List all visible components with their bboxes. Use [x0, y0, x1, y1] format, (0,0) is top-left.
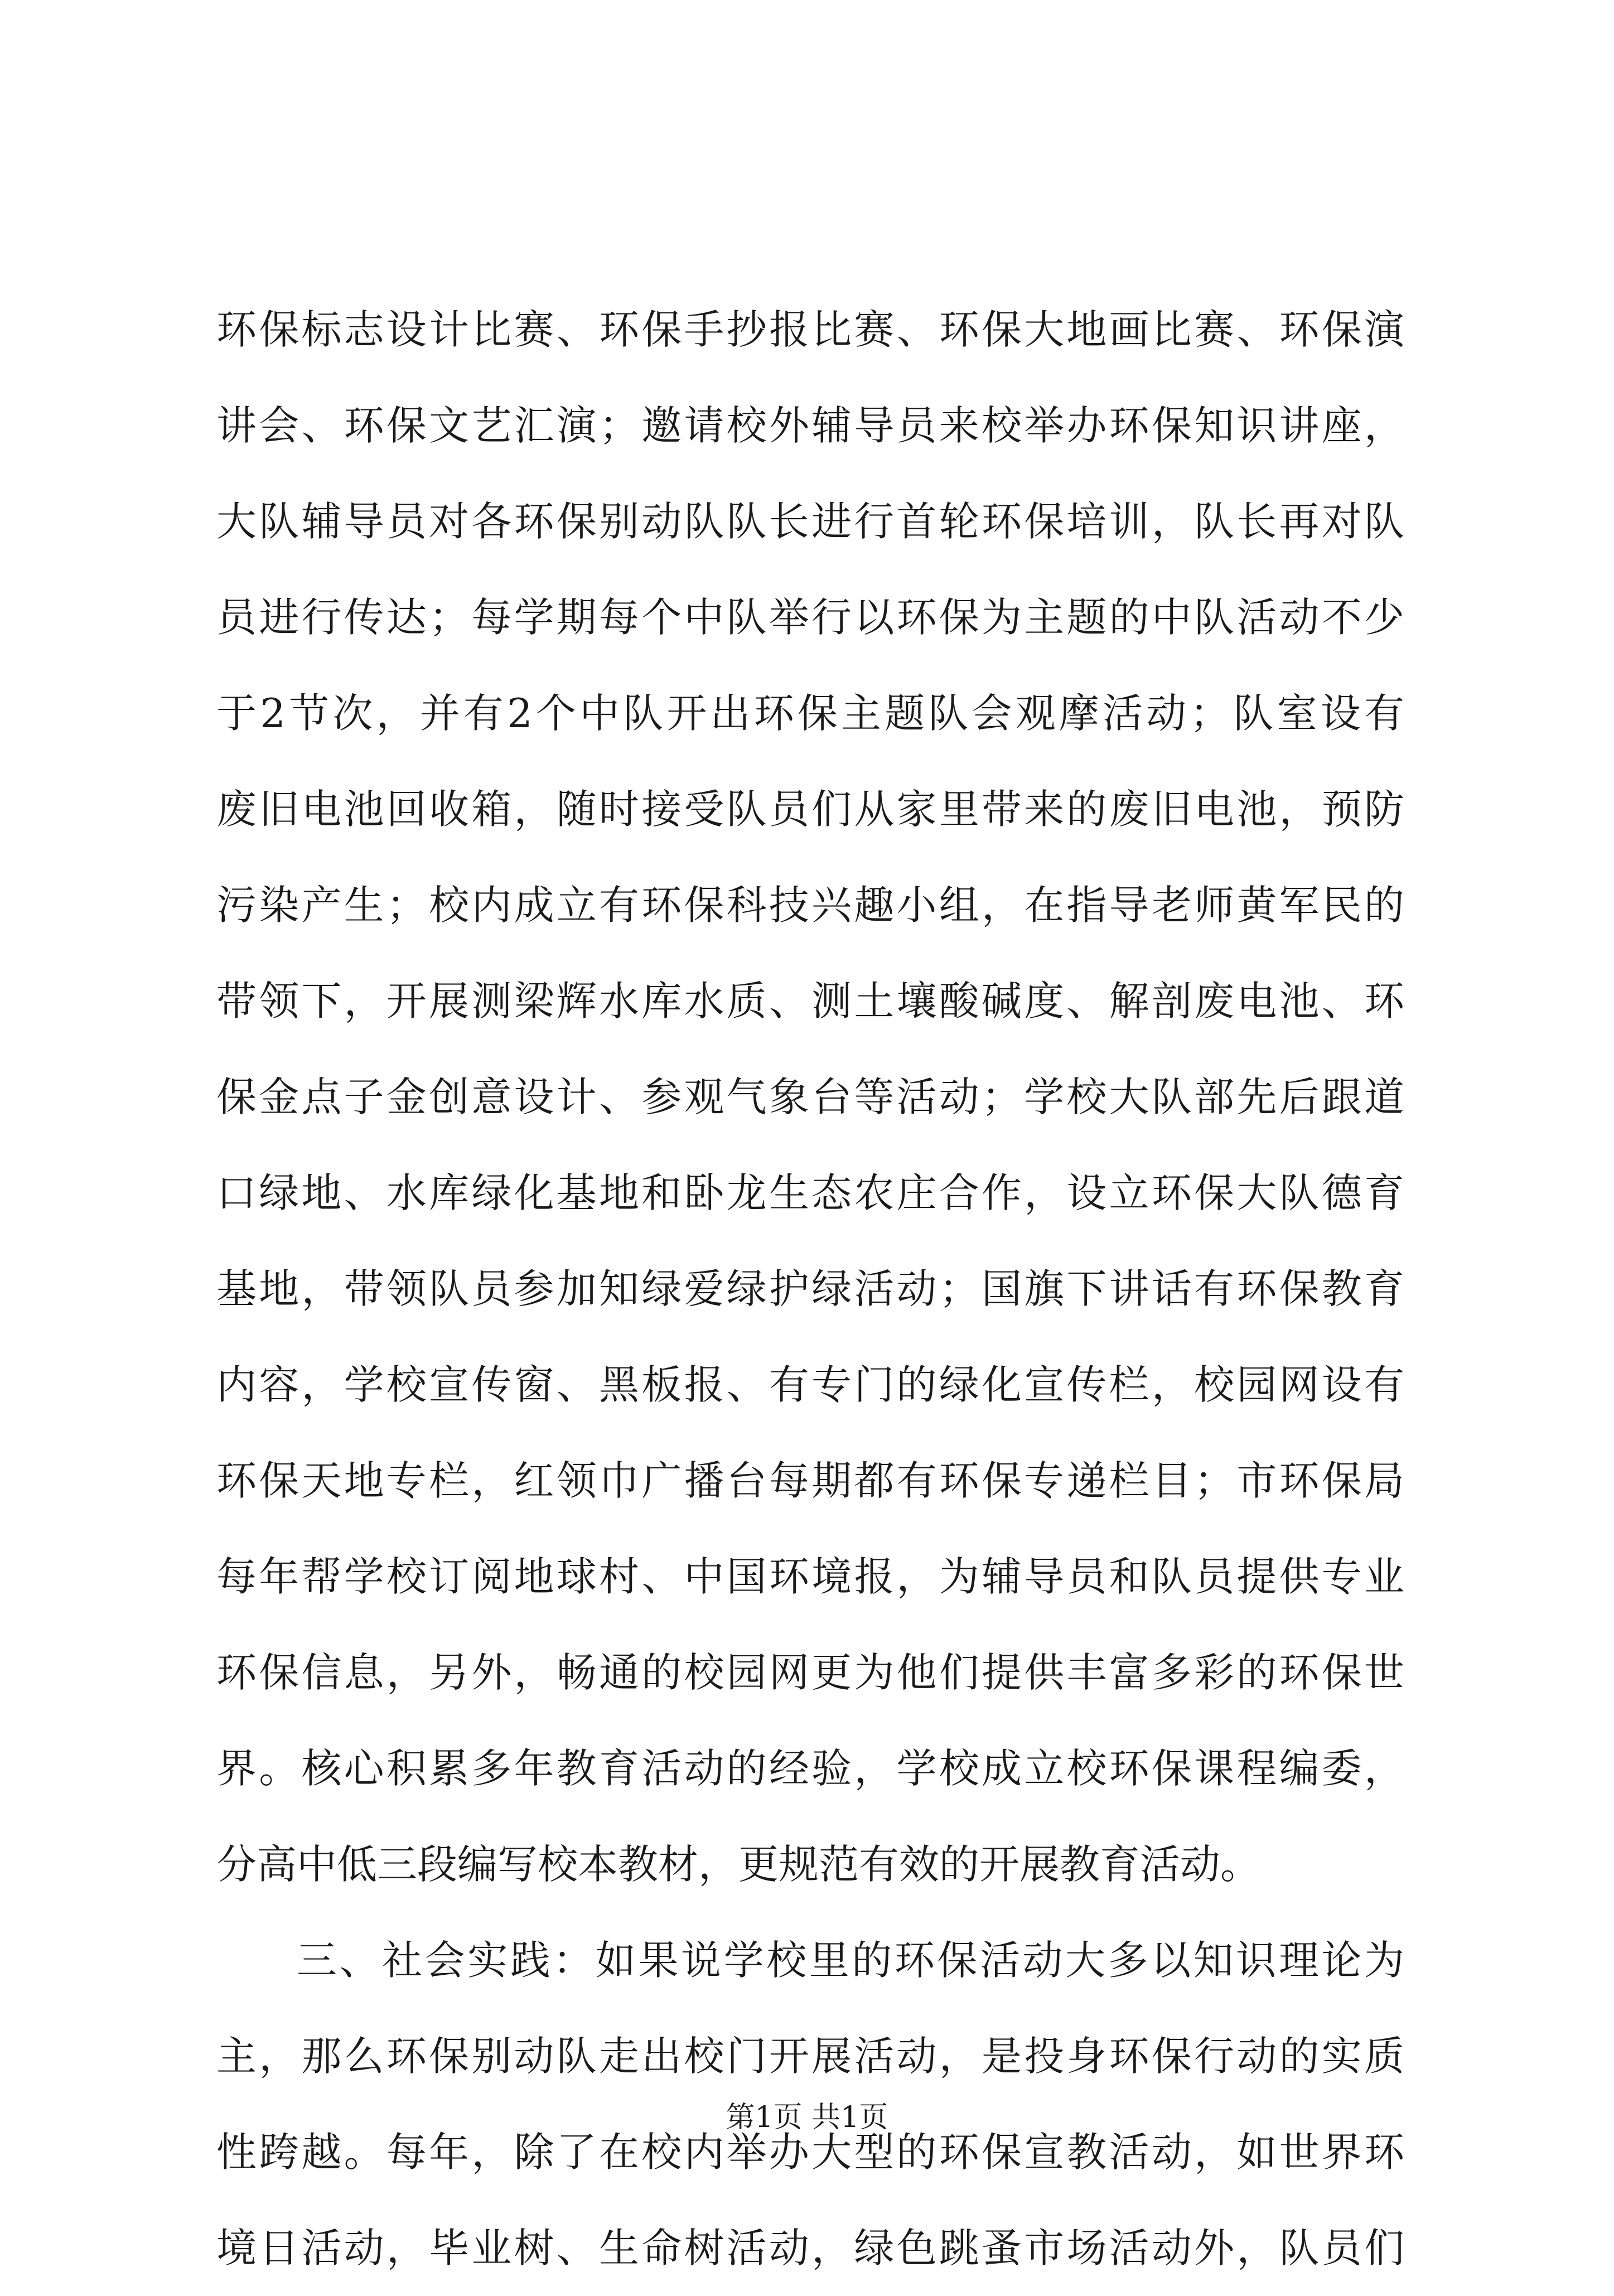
text-line: 主，那么环保别动队走出校门开展活动，是投身环保行动的实质	[216, 2033, 1404, 2080]
text-line: 保金点子金创意设计、参观气象台等活动；学校大队部先后跟道	[216, 1074, 1404, 1120]
text-line: 带领下，开展测梁辉水库水质、测土壤酸碱度、解剖废电池、环	[216, 978, 1404, 1024]
text-line: 环保天地专栏，红领巾广播台每期都有环保专递栏目；市环保局	[216, 1457, 1404, 1504]
text-line: 环保标志设计比赛、环保手抄报比赛、环保大地画比赛、环保演	[216, 306, 1404, 353]
text-line: 大队辅导员对各环保别动队队长进行首轮环保培训，队长再对队	[216, 498, 1404, 545]
text-line: 于2节次，并有2个中队开出环保主题队会观摩活动；队室设有	[216, 690, 1404, 737]
text-line: 废旧电池回收箱，随时接受队员们从家里带来的废旧电池，预防	[216, 786, 1404, 833]
text-line: 口绿地、水库绿化基地和卧龙生态农庄合作，设立环保大队德育	[216, 1169, 1404, 1216]
text-line: 内容，学校宣传窗、黑板报、有专门的绿化宣传栏，校园网设有	[216, 1361, 1404, 1408]
text-line: 讲会、环保文艺汇演；邀请校外辅导员来校举办环保知识讲座，	[216, 402, 1404, 449]
document-body	[216, 282, 1404, 2296]
text-line: 界。核心积累多年教育活动的经验，学校成立校环保课程编委，	[216, 1745, 1404, 1792]
text-line: 三、社会实践：如果说学校里的环保活动大多以知识理论为	[297, 1937, 1404, 1984]
text-line: 员进行传达；每学期每个中队举行以环保为主题的中队活动不少	[216, 594, 1404, 641]
text-line: 基地，带领队员参加知绿爱绿护绿活动；国旗下讲话有环保教育	[216, 1265, 1404, 1312]
text-line: 性跨越。每年，除了在校内举办大型的环保宣教活动，如世界环	[216, 2129, 1404, 2176]
page-number-label: 第1页 共1页	[726, 2101, 888, 2134]
text-line: 分高中低三段编写校本教材，更规范有效的开展教育活动。	[216, 1841, 1261, 1888]
text-line: 环保信息，另外，畅通的校园网更为他们提供丰富多彩的环保世	[216, 1649, 1404, 1696]
text-line: 每年帮学校订阅地球村、中国环境报，为辅导员和队员提供专业	[216, 1553, 1404, 1600]
text-line: 污染产生；校内成立有环保科技兴趣小组，在指导老师黄军民的	[216, 882, 1404, 929]
text-line: 境日活动，毕业树、生命树活动，绿色跳蚤市场活动外，队员们	[216, 2225, 1404, 2271]
page-footer	[0, 2098, 1614, 2137]
